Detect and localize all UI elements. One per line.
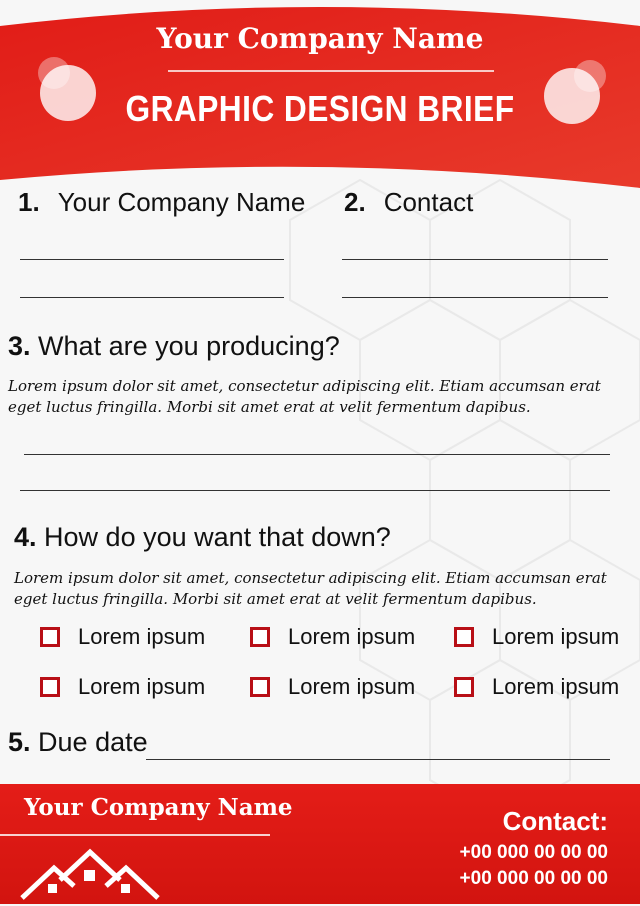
question-number: 4. — [14, 522, 37, 552]
checkbox[interactable] — [250, 677, 270, 697]
checkbox[interactable] — [454, 677, 474, 697]
houses-logo-icon — [18, 846, 168, 906]
description-line: Lorem ipsum dolor sit amet, consectetur adipiscing elit. Etiam accumsan erat — [8, 377, 601, 395]
question-3-answer-line-1[interactable] — [24, 454, 610, 455]
phone-number: +00 000 00 00 00 — [459, 868, 608, 889]
question-3-description — [8, 376, 601, 418]
checkbox[interactable] — [40, 677, 60, 697]
question-3-answer-line-2[interactable] — [20, 490, 610, 491]
question-4-title — [14, 522, 391, 553]
company-name-line-2[interactable] — [20, 297, 284, 298]
footer-banner — [0, 784, 640, 904]
question-text: Due date — [38, 727, 148, 757]
question-3-title — [8, 331, 340, 362]
option-label: Lorem ipsum — [78, 674, 206, 699]
contact-line-2[interactable] — [342, 297, 608, 298]
question-number: 5. — [8, 727, 31, 757]
option-checkbox-3[interactable] — [454, 624, 619, 650]
checkbox[interactable] — [40, 627, 60, 647]
contact-line-1[interactable] — [342, 259, 608, 260]
option-checkbox-1[interactable] — [40, 624, 205, 650]
header-divider — [168, 70, 494, 72]
phone-number: +00 000 00 00 00 — [459, 842, 608, 863]
question-5-title — [8, 727, 148, 758]
question-number: 3. — [8, 331, 31, 361]
header-company-name: Your Company Name — [156, 22, 484, 55]
field-number: 1. — [18, 187, 40, 217]
option-label: Lorem ipsum — [288, 674, 416, 699]
checkbox[interactable] — [454, 627, 474, 647]
option-label: Lorem ipsum — [492, 624, 620, 649]
field-contact-label — [344, 187, 473, 218]
option-checkbox-2[interactable] — [250, 624, 415, 650]
description-line: Lorem ipsum dolor sit amet, consectetur adipiscing elit. Etiam accumsan erat — [14, 569, 607, 587]
footer-company-name: Your Company Name — [24, 794, 293, 821]
option-checkbox-4[interactable] — [40, 674, 205, 700]
description-line: eget luctus fringilla. Morbi sit amet erat at velit fermentum dapibus. — [8, 398, 531, 416]
question-4-description — [14, 568, 607, 610]
due-date-line[interactable] — [146, 759, 610, 760]
checkbox[interactable] — [250, 627, 270, 647]
field-company-name-label — [18, 187, 305, 218]
option-checkbox-6[interactable] — [454, 674, 619, 700]
option-label: Lorem ipsum — [78, 624, 206, 649]
footer-divider — [0, 834, 270, 836]
option-label: Lorem ipsum — [288, 624, 416, 649]
contact-label: Contact: — [502, 806, 608, 836]
question-text: How do you want that down? — [44, 522, 391, 552]
option-checkbox-5[interactable] — [250, 674, 415, 700]
field-label: Your Company Name — [57, 187, 306, 217]
header-banner — [0, 0, 640, 200]
page-title: GRAPHIC DESIGN BRIEF — [125, 88, 515, 129]
field-label: Contact — [383, 187, 474, 217]
option-label: Lorem ipsum — [492, 674, 620, 699]
description-line: eget luctus fringilla. Morbi sit amet erat at velit fermentum dapibus. — [14, 590, 537, 608]
company-name-line-1[interactable] — [20, 259, 284, 260]
question-text: What are you producing? — [38, 331, 340, 361]
field-number: 2. — [344, 187, 366, 217]
